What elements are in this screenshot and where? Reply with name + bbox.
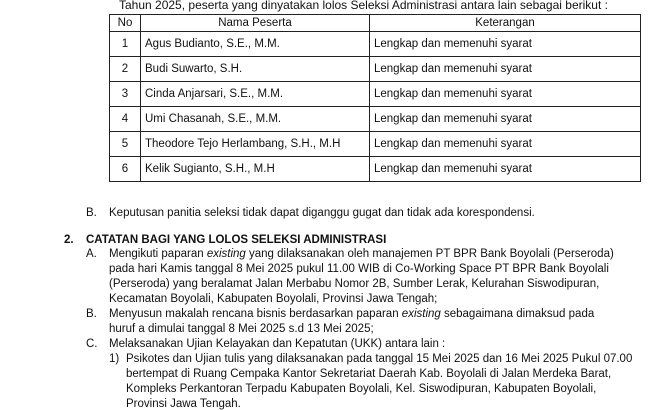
table-header-row <box>110 15 641 32</box>
header-name: Nama Peserta <box>141 15 370 32</box>
table-row <box>110 132 641 157</box>
row-no: 4 <box>110 107 141 132</box>
point-b-marker: B. <box>86 207 97 219</box>
item-b-line-2: huruf a dimulai tanggal 8 Mei 2025 s.d 13 Mei 2025; <box>109 323 374 335</box>
participants-table <box>109 14 641 182</box>
row-name: Umi Chasanah, S.E., M.M. <box>141 107 370 132</box>
row-keterangan: Lengkap dan memenuhi syarat <box>370 82 641 107</box>
item-c-marker: C. <box>86 338 98 350</box>
table-row <box>110 82 641 107</box>
item-a-line-1: Mengikuti paparan existing yang dilaksanakan oleh manajemen PT BPR Bank Boyolali (Perseroda) <box>109 248 614 260</box>
item-b-marker: B. <box>86 308 97 320</box>
row-name: Cinda Anjarsari, S.E., M.M. <box>141 82 370 107</box>
item-a-line-3: (Perseroda) yang beralamat Jalan Merbabu Nomor 2B, Sumber Lerak, Kelurahan Siswodipuran, <box>109 278 600 290</box>
row-name: Kelik Sugianto, S.H., M.H <box>141 157 370 182</box>
table-row <box>110 57 641 82</box>
item-a-marker: A. <box>86 248 97 260</box>
sub-1-line-1: Psikotes dan Ujian tulis yang dilaksanakan pada tanggal 15 Mei 2025 dan 16 Mei 2025 Pukul 07.00 <box>126 353 633 365</box>
table-row <box>110 157 641 182</box>
item-c-line-1: Melaksanakan Ujian Kelayakan dan Kepatutan (UKK) antara lain : <box>109 338 446 350</box>
intro-text: Tahun 2025, peserta yang dinyatakan lolos Seleksi Administrasi antara lain sebagai berikut : <box>119 0 608 12</box>
point-b-text: Keputusan panitia seleksi tidak dapat diganggu gugat dan tidak ada korespondensi. <box>109 207 535 219</box>
sub-1-line-2: bertempat di Ruang Cempaka Kantor Sekretariat Daerah Kab. Boyolali di Jalan Merdeka Barat, <box>126 368 612 380</box>
header-keterangan: Keterangan <box>370 15 641 32</box>
item-a-line-4: Kecamatan Boyolali, Kabupaten Boyolali, Provinsi Jawa Tengah; <box>109 293 438 305</box>
section-2-number: 2. <box>64 234 74 246</box>
table-row <box>110 107 641 132</box>
table-row <box>110 32 641 57</box>
row-no: 2 <box>110 57 141 82</box>
row-keterangan: Lengkap dan memenuhi syarat <box>370 57 641 82</box>
row-name: Budi Suwarto, S.H. <box>141 57 370 82</box>
sub-1-marker: 1) <box>109 353 120 365</box>
row-no: 6 <box>110 157 141 182</box>
row-keterangan: Lengkap dan memenuhi syarat <box>370 132 641 157</box>
item-a-line-2: pada hari Kamis tanggal 8 Mei 2025 pukul 11.00 WIB di Co-Working Space PT BPR Bank Boyolali <box>109 263 609 275</box>
sub-1-line-4: Provinsi Jawa Tengah. <box>126 398 241 410</box>
row-no: 1 <box>110 32 141 57</box>
row-name: Theodore Tejo Herlambang, S.H., M.H <box>141 132 370 157</box>
row-keterangan: Lengkap dan memenuhi syarat <box>370 157 641 182</box>
row-keterangan: Lengkap dan memenuhi syarat <box>370 32 641 57</box>
section-2-title: CATATAN BAGI YANG LOLOS SELEKSI ADMINISTRASI <box>86 234 387 246</box>
row-no: 5 <box>110 132 141 157</box>
row-keterangan: Lengkap dan memenuhi syarat <box>370 107 641 132</box>
header-no: No <box>110 15 141 32</box>
sub-1-line-3: Kompleks Perkantoran Terpadu Kabupaten Boyolali, Kel. Siswodipuran, Kabupaten Boyolali, <box>126 383 597 395</box>
item-b-line-1: Menyusun makalah rencana bisnis berdasarkan paparan existing sebagaimana dimaksud pada <box>109 308 595 320</box>
row-no: 3 <box>110 82 141 107</box>
row-name: Agus Budianto, S.E., M.M. <box>141 32 370 57</box>
